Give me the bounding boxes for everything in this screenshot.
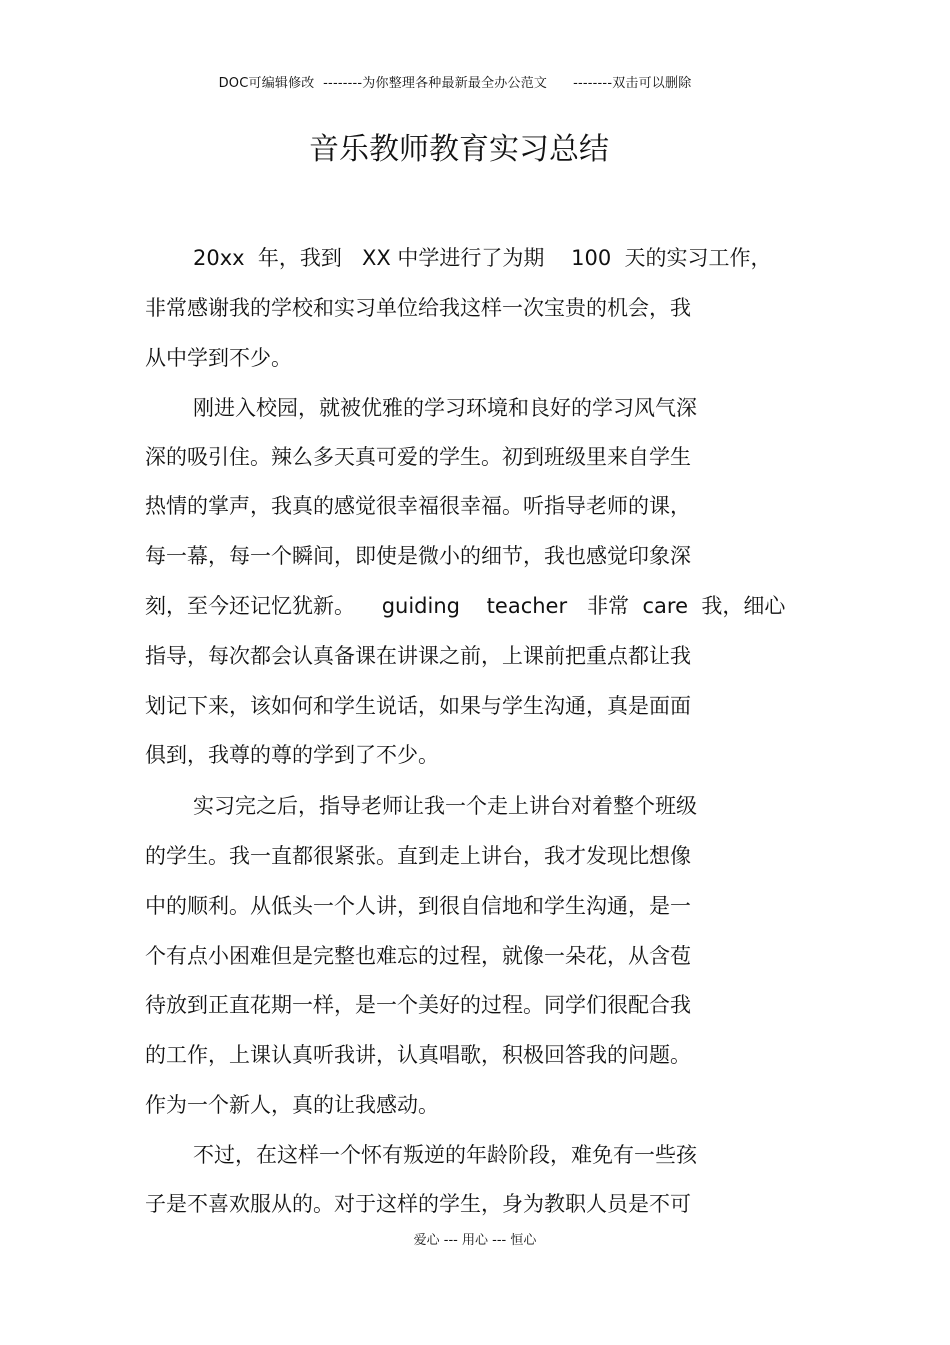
body-line: 中的顺利。从低头一个人讲，到很自信地和学生沟通，是一 [145,894,691,918]
body-line: 子是不喜欢服从的。对于这样的学生，身为教职人员是不可 [145,1192,691,1216]
body-line: 指导，每次都会认真备课在讲课之前，上课前把重点都让我 [145,644,691,668]
body-line: 刻，至今还记忆犹新。 guiding teacher 非常 care 我，细心 [145,594,786,618]
body-line: 划记下来，该如何和学生说话，如果与学生沟通，真是面面 [145,694,691,718]
body-line: 深的吸引住。辣么多天真可爱的学生。初到班级里来自学生 [145,445,691,469]
body-line: 热情的掌声，我真的感觉很幸福很幸福。听指导老师的课， [145,494,691,518]
body-line: 20xx 年，我到 XX 中学进行了为期 100 天的实习工作， [193,246,772,270]
page-footer: 爱心 --- 用心 --- 恒心 [413,1233,537,1248]
body-line: 每一幕，每一个瞬间，即使是微小的细节，我也感觉印象深 [145,544,691,568]
body-line: 刚进入校园，就被优雅的学习环境和良好的学习风气深 [193,396,697,420]
body-line: 待放到正直花期一样，是一个美好的过程。同学们很配合我 [145,993,691,1017]
body-line: 作为一个新人，真的让我感动。 [145,1093,439,1117]
body-line: 非常感谢我的学校和实习单位给我这样一次宝贵的机会，我 [145,296,691,320]
body-line: 的学生。我一直都很紧张。直到走上讲台，我才发现比想像 [145,844,691,868]
body-line: 俱到，我尊的尊的学到了不少。 [145,743,439,767]
body-line: 个有点小困难但是完整也难忘的过程，就像一朵花，从含苞 [145,944,691,968]
body-line: 从中学到不少。 [145,346,292,370]
document-title: 音乐教师教育实习总结 [309,132,609,167]
body-line: 的工作，上课认真听我讲，认真唱歌，积极回答我的问题。 [145,1043,691,1067]
page-header: DOC可编辑修改 --------为你整理各种最新最全办公范文 --------双击可以删除 [218,76,692,91]
body-line: 不过，在这样一个怀有叛逆的年龄阶段，难免有一些孩 [193,1143,697,1167]
body-line: 实习完之后，指导老师让我一个走上讲台对着整个班级 [193,794,697,818]
